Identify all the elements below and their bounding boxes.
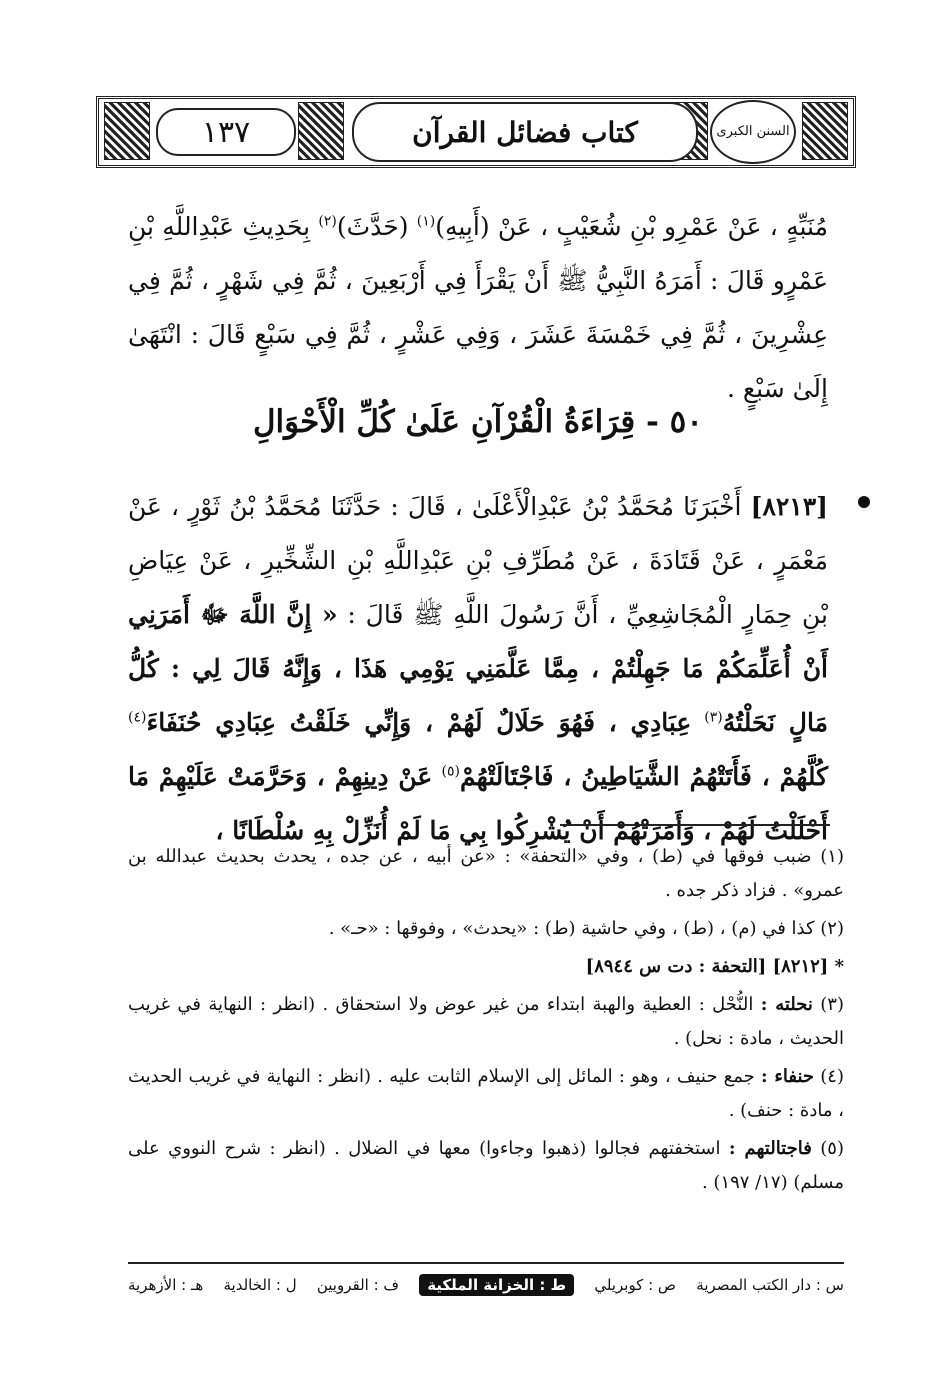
footnote-number: (٥) — [820, 1138, 844, 1159]
source-item: ل : الخالدية — [223, 1276, 297, 1294]
ornament-icon — [104, 102, 150, 160]
bullet-icon — [858, 496, 870, 508]
footnote-number: (٤) — [820, 1066, 844, 1087]
matn-text: عِبَادِي ، فَهُوَ حَلَالٌ لَهُمْ ، وَإِنِّي خَلَقْتُ عِبَادِي حُنَفَاءَ — [146, 708, 692, 737]
footnote-text: استخفتهم فجالوا (ذهبوا وجاءوا) معها في الضلال . (انظر : شرح النووي على مسلم) (١٧/ ١٩٧) . — [128, 1138, 844, 1193]
footnote-number: (٣) — [820, 994, 844, 1015]
footnote-ref[interactable]: (٣) — [704, 709, 723, 726]
page-number: ١٣٧ — [156, 108, 296, 156]
footnote-term: نحلته : — [760, 994, 813, 1015]
footnote-ref[interactable]: (٥) — [441, 763, 460, 780]
matn-text: عَنْ دِينِهِمْ ، وَحَرَّمَتْ عَلَيْهِمْ مَا أَحْلَلْتُ لَهُمْ ، وَأَمَرَتْهُمْ أَنْ يُشْرِكُوا بِي مَا لَمْ أُنَزِّلْ بِهِ سُلْطَانًا ، — [128, 762, 828, 845]
source-item: ص : كوبريلي — [594, 1276, 677, 1294]
hadith-paragraph — [128, 480, 828, 858]
book-seal: السنن الكبرى — [710, 100, 796, 164]
ornament-icon — [298, 102, 344, 160]
footnote-ref[interactable]: (٢) — [318, 213, 337, 230]
footnote-5 — [128, 1132, 844, 1200]
footnote-ref[interactable]: (١) — [416, 213, 436, 230]
bottom-rule — [128, 1262, 844, 1264]
footnotes — [128, 840, 844, 1204]
hadith-number: [٨٢١٣] — [750, 492, 828, 521]
footnote-text: النُّحْل : العطية والهبة ابتداء من غير عوض ولا استحقاق . (انظر : النهاية في غريب الحديث ، مادة : نحل) . — [128, 994, 844, 1049]
text-run: مُنَبِّهٍ ، عَنْ عَمْرِو بْنِ شُعَيْبٍ ، عَنْ (أَبِيهِ) — [435, 212, 828, 241]
source-item: س : دار الكتب المصرية — [696, 1276, 844, 1294]
footnote-4 — [128, 1060, 844, 1128]
source-item-highlighted: ط : الخزانة الملكية — [419, 1274, 574, 1296]
footnote-1: (١) ضبب فوقها في (ط) ، وفي «التحفة» : «عن أبيه ، عن جده ، يحدث بحديث عبدالله بن عمرو» . فزاد ذكر جده . — [128, 846, 844, 901]
footnote-text: جمع حنيف ، وهو : المائل إلى الإسلام الثابت عليه . (انظر : النهاية في غريب الحديث ، مادة : حنف) . — [128, 1066, 844, 1121]
paragraph-continuation — [128, 200, 828, 416]
section-heading: ٥٠ - قِرَاءَةُ الْقُرْآنِ عَلَىٰ كُلِّ الْأَحْوَالِ — [253, 404, 703, 440]
footnote-3 — [128, 988, 844, 1056]
book-title: كتاب فضائل القرآن — [352, 102, 698, 162]
source-item: هـ : الأزهرية — [128, 1276, 204, 1294]
ornament-icon — [802, 102, 848, 160]
footnote-2: (٢) كذا في (م) ، (ط) ، وفي حاشية (ط) : «يحدث» ، وفوقها : «حـ» . — [328, 918, 844, 939]
footnote-term: حنفاء : — [761, 1066, 815, 1087]
matn-text: كُلَّهُمْ ، فَأَتَتْهُمُ الشَّيَاطِينُ ، فَاجْتَالَتْهُمْ — [459, 762, 829, 791]
footnote-divider — [560, 824, 830, 826]
isnad-text: أَخْبَرَنَا مُحَمَّدُ بْنُ عَبْدِالْأَعْلَىٰ ، قَالَ : حَدَّثَنَا مُحَمَّدُ بْنُ ثَوْرٍ ، عَنْ مَعْمَرٍ ، عَنْ قَتَادَةَ ، عَنْ مُطَرِّفِ بْنِ عَبْدِاللَّهِ بْنِ الشِّخِّيرِ ، عَنْ عِيَاضِ بْنِ حِمَارٍ الْمُجَاشِعِيِّ ، أَنَّ رَسُولَ اللَّهِ ﷺ قَالَ : — [128, 492, 829, 629]
text-run: (حَدَّثَ) — [336, 212, 409, 241]
footnote-term: فاجتالتهم : — [728, 1138, 812, 1159]
source-item: ف : القرويين — [316, 1276, 399, 1294]
page-header — [96, 96, 856, 168]
takhrij-note: * [٨٢١٢] [التحفة : دت س ٨٩٤٤] — [585, 956, 844, 977]
footnote-ref[interactable]: (٤) — [128, 709, 147, 726]
manuscript-sources — [128, 1270, 844, 1300]
text-run: بِحَدِيثِ عَبْدِاللَّهِ بْنِ عَمْرٍو قَالَ : أَمَرَهُ النَّبِيُّ ﷺ أَنْ يَقْرَأَ فِي أَرْبَعِينَ ، ثُمَّ فِي شَهْرٍ ، ثُمَّ فِي عِشْرِينَ ، ثُمَّ فِي خَمْسَةَ عَشَرَ ، وَفِي عَشْرٍ ، ثُمَّ فِي سَبْعٍ قَالَ : انْتَهَىٰ إِلَىٰ سَبْعٍ . — [128, 212, 828, 403]
matn-text: « إِنَّ اللَّهَ ﷻ أَمَرَنِي أَنْ أُعَلِّمَكُمْ مَا جَهِلْتُمْ ، مِمَّا عَلَّمَنِي يَوْمِي هَذَا ، وَإِنَّهُ قَالَ لِي : كُلُّ مَالٍ نَحَلْتُهُ — [128, 600, 828, 737]
